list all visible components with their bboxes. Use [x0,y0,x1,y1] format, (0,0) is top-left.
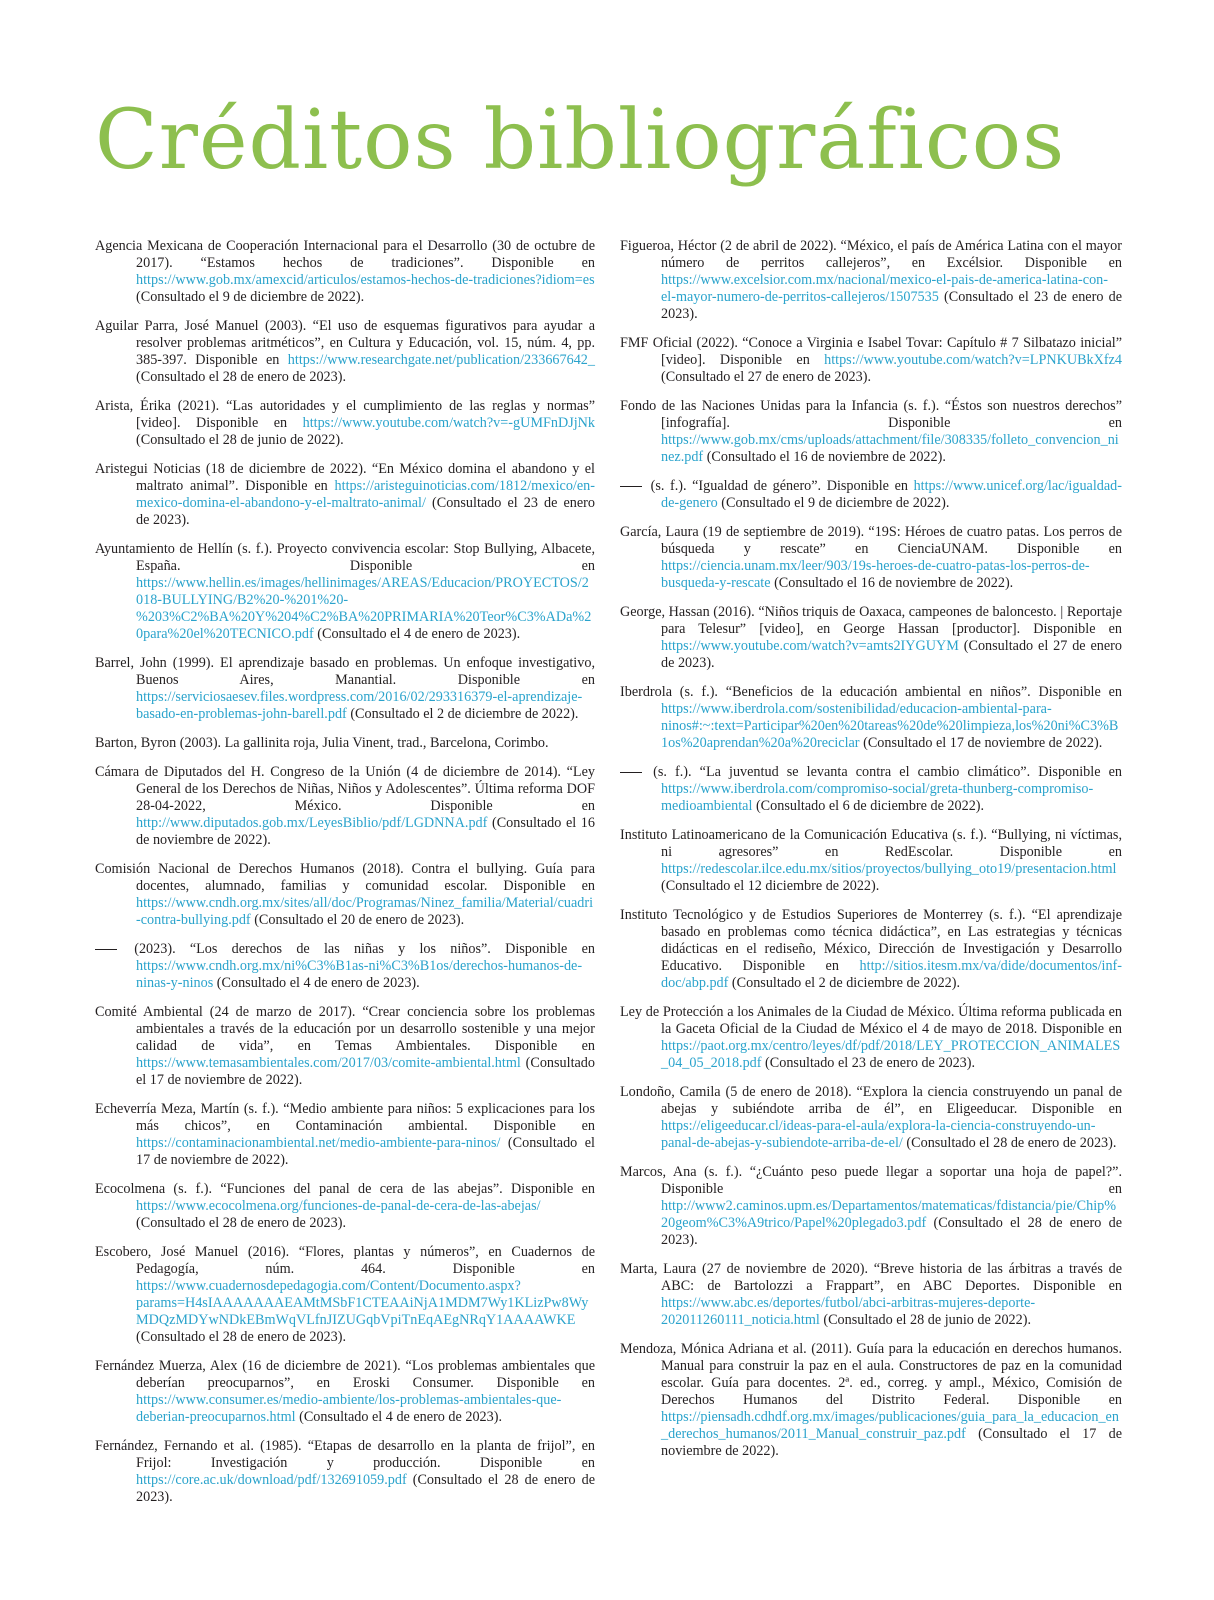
reference-link[interactable]: https://contaminacionambiental.net/medio-ambiente-para-ninos/ [136,1135,501,1151]
consulted-date: (Consultado el 9 de diciembre de 2022). [717,495,950,511]
reference-link[interactable]: https://redescolar.ilce.edu.mx/sitios/proyectos/bullying_oto19/presentacion.html [661,861,1117,877]
reference-text: Comisión Nacional de Derechos Humanos (2018). Contra el bullying. Guía para docentes, alumnado, familias y comunidad escolar. Disponible en [95,861,595,894]
reference-link[interactable]: https://piensadh.cdhdf.org.mx/images/publicaciones/guia_para_la_educacion_en_derechos_humanos/2011_Manual_construir_paz.pdf [661,1409,1119,1442]
reference-entry [95,735,595,752]
reference-text: Aguilar Parra, José Manuel (2003). “El uso de esquemas figurativos para ayudar a resolver problemas aritméticos”, en Cultura y Educación, vol. 15, núm. 4, pp. 385-397. Disponible en [95,318,595,368]
reference-text: Instituto Latinoamericano de la Comunicación Educativa (s. f.). “Bullying, ni víctimas, ni agresores” en RedEscolar. Disponible en [620,827,1122,860]
reference-entry [95,941,595,992]
reference-link[interactable]: https://www.hellin.es/images/hellinimages/AREAS/Educacion/PROYECTOS/2018-BULLYING/B2%20-%201%20-%203%C2%BA%20Y%204%C2%BA%20PRIMARIA%20Teor%C3%ADa%20para%20el%20TECNICO.pdf [136,575,592,642]
reference-text: Londoño, Camila (5 de enero de 2018). “Explora la ciencia construyendo un panal de abejas y subiéndote arriba de él”, en Eligeeducar. Disponible en [620,1084,1122,1117]
consulted-date: (Consultado el 4 de enero de 2023). [213,975,420,991]
consulted-date: (Consultado el 28 de enero de 2023). [136,369,346,385]
consulted-date: (Consultado el 12 diciembre de 2022). [661,878,880,894]
reference-link[interactable]: https://www.researchgate.net/publication/233667642_ [287,352,595,368]
reference-link[interactable]: https://paot.org.mx/centro/leyes/df/pdf/2018/LEY_PROTECCION_ANIMALES_04_05_2018.pdf [661,1038,1121,1071]
reference-link[interactable]: https://www.cuadernosdepedagogia.com/Content/Documento.aspx?params=H4sIAAAAAAAEAMtMSbF1CTEAAiNjA1MDM7Wy1KLizPw8WyMDQzMDYwNDkEBmWqVLfnJIZUGqbVpiTnEqAEgNRqY1AAAAWKE [136,1278,589,1328]
reference-text: Mendoza, Mónica Adriana et al. (2011). Guía para la educación en derechos humanos. Manual para construir la paz en el aula. Constructores de paz en la comunidad escolar. Guía para docentes. 2ª. ed., correg. y ampl., México, Comisión de Derechos Humanos del Distrito Federal. Disponible en [620,1341,1122,1408]
consulted-date: (Consultado el 27 de enero de 2023). [661,638,1122,671]
consulted-date: (Consultado el 2 de diciembre de 2022). [728,975,961,991]
reference-text: George, Hassan (2016). “Niños triquis de Oaxaca, campeones de baloncesto. | Reportaje para Telesur” [video], en George Hassan [productor]. Disponible en [620,604,1122,637]
reference-text: Ley de Protección a los Animales de la Ciudad de México. Última reforma publicada en la Gaceta Oficial de la Ciudad de México el 4 de mayo de 2018. Disponible en [620,1004,1122,1037]
reference-link[interactable]: https://www.abc.es/deportes/futbol/abci-arbitras-mujeres-deporte-202011260111_noticia.html [661,1295,1036,1328]
reference-text: Figueroa, Héctor (2 de abril de 2022). “México, el país de América Latina con el mayor número de perritos callejeros”, en Excélsior. Disponible en [620,238,1122,271]
reference-text: Fernández Muerza, Alex (16 de diciembre de 2021). “Los problemas ambientales que deberían preocuparnos”, en Eroski Consumer. Disponible en [95,1358,595,1391]
reference-entry [620,907,1122,992]
reference-entry [620,827,1122,895]
consulted-date: (Consultado el 16 de noviembre de 2022). [136,815,595,848]
consulted-date: (Consultado el 28 de enero de 2023). [661,1215,1122,1248]
reference-link[interactable]: https://core.ac.uk/download/pdf/132691059.pdf [136,1472,407,1488]
reference-entry [620,1261,1122,1329]
reference-link[interactable]: https://www.youtube.com/watch?v=-gUMFnDJjNk [302,415,595,431]
reference-text: Ecocolmena (s. f.). “Funciones del panal de cera de las abejas”. Disponible en [95,1181,595,1197]
reference-entry [95,1244,595,1346]
reference-entry [620,1004,1122,1072]
reference-text: Fernández, Fernando et al. (1985). “Etapas de desarrollo en la planta de frijol”, en Frijol: Investigación y producción. Disponible en [95,1438,595,1471]
reference-text: Barton, Byron (2003). La gallinita roja, Julia Vinent, trad., Barcelona, Corimbo. [95,735,549,751]
reference-link[interactable]: https://www.ecocolmena.org/funciones-de-panal-de-cera-de-las-abejas/ [136,1198,541,1214]
reference-link[interactable]: http://www2.caminos.upm.es/Departamentos/matematicas/fdistancia/pie/Chip%20geom%C3%A9trico/Papel%20plegado3.pdf [661,1198,1117,1231]
reference-entry [95,1101,595,1169]
consulted-date: (Consultado el 6 de diciembre de 2022). [752,798,985,814]
consulted-date: (Consultado el 4 de enero de 2023). [313,626,521,642]
reference-entry [95,861,595,929]
consulted-date: (Consultado el 28 de enero de 2023). [136,1215,346,1231]
reference-text: (s. f.). “Igualdad de género”. Disponible en [645,478,914,494]
reference-link[interactable]: https://www.excelsior.com.mx/nacional/mexico-el-pais-de-america-latina-con-el-mayor-numero-de-perritos-callejeros/1507535 [661,272,1108,305]
reference-link[interactable]: https://serviciosaesev.files.wordpress.com/2016/02/293316379-el-aprendizaje-basado-en-problemas-john-barell.pdf [136,689,583,722]
reference-link[interactable]: https://www.youtube.com/watch?v=LPNKUBkXfz4 [824,352,1122,368]
reference-text: Escobero, José Manuel (2016). “Flores, plantas y números”, en Cuadernos de Pedagogía, núm. 464. Disponible en [95,1244,595,1277]
reference-link[interactable]: https://www.cndh.org.mx/ni%C3%B1as-ni%C3%B1os/derechos-humanos-de-ninas-y-ninos [136,958,583,991]
consulted-date: (Consultado el 27 de enero de 2023). [661,369,871,385]
reference-link[interactable]: https://www.consumer.es/medio-ambiente/los-problemas-ambientales-que-deberian-preocuparnos.html [136,1392,562,1425]
reference-entry [95,1438,595,1506]
reference-entry [620,238,1122,323]
reference-link[interactable]: https://ciencia.unam.mx/leer/903/19s-heroes-de-cuatro-patas-los-perros-de-busqueda-y-rescate [661,558,1090,591]
reference-text: Aristegui Noticias (18 de diciembre de 2022). “En México domina el abandono y el maltrato animal”. Disponible en [95,461,595,494]
reference-text: Marcos, Ana (s. f.). “¿Cuánto peso puede llegar a soportar una hoja de papel?”. Disponible en [620,1164,1122,1197]
reference-entry [620,764,1122,815]
consulted-date: (Consultado el 23 de enero de 2023). [761,1055,976,1071]
reference-entry [620,1164,1122,1249]
reference-entry [95,318,595,386]
reference-link[interactable]: https://www.gob.mx/cms/uploads/attachment/file/308335/folleto_convencion_ninez.pdf [661,432,1119,465]
consulted-date: (Consultado el 16 de noviembre de 2022). [770,575,1014,591]
reference-text: Fondo de las Naciones Unidas para la Infancia (s. f.). “Éstos son nuestros derechos” [infografía]. Disponible en [620,398,1122,431]
reference-entry [620,1084,1122,1152]
repeated-author-dash [620,772,642,773]
reference-text: Ayuntamiento de Hellín (s. f.). Proyecto convivencia escolar: Stop Bullying, Albacete, España. Disponible en [95,541,595,574]
reference-text: Cámara de Diputados del H. Congreso de la Unión (4 de diciembre de 2014). “Ley General de los Derechos de Niñas, Niños y Adolescentes”. Última reforma DOF 28-04-2022, México. Disponible en [95,764,595,814]
reference-entry [95,238,595,306]
reference-entry [95,541,595,643]
reference-text: Marta, Laura (27 de noviembre de 2020). “Breve historia de las árbitras a través de ABC: de Bartolozzi a Frappart”, en ABC Deportes. Disponible en [620,1261,1122,1294]
reference-text: FMF Oficial (2022). “Conoce a Virginia e Isabel Tovar: Capítulo # 7 Silbatazo inicial” [video]. Disponible en [620,335,1122,368]
reference-entry [95,1181,595,1232]
consulted-date: (Consultado el 23 de enero de 2023). [136,495,595,528]
reference-link[interactable]: https://www.unicef.org/lac/igualdad-de-genero [661,478,1122,511]
reference-link[interactable]: https://www.temasambientales.com/2017/03/comite-ambiental.html [136,1055,521,1071]
consulted-date: (Consultado el 17 de noviembre de 2022). [859,735,1103,751]
consulted-date: (Consultado el 4 de enero de 2023). [295,1409,503,1425]
consulted-date: (Consultado el 17 de noviembre de 2022). [661,1426,1122,1459]
reference-link[interactable]: https://www.youtube.com/watch?v=amts2IYGUYM [661,638,959,654]
reference-text: Instituto Tecnológico y de Estudios Superiores de Monterrey (s. f.). “El aprendizaje basado en problemas como técnica didáctica”, en Las estrategias y técnicas didácticas en el rediseño, México, Dirección de Investigación y Desarrollo Educativo. Disponible en [620,907,1122,974]
reference-link[interactable]: https://www.iberdrola.com/sostenibilidad/educacion-ambiental-para-ninos#:~:text=Participar%20en%20tareas%20de%20limpieza,los%20ni%C3%B1os%20aprendan%20a%20reciclar [661,701,1119,751]
consulted-date: (Consultado el 28 de junio de 2022). [136,432,344,448]
consulted-date: (Consultado el 28 de enero de 2023). [136,1472,595,1505]
reference-entry [620,1341,1122,1460]
reference-entry [620,524,1122,592]
consulted-date: (Consultado el 16 de noviembre de 2022). [703,449,946,465]
reference-link[interactable]: https://www.cndh.org.mx/sites/all/doc/Programas/Ninez_familia/Material/cuadri-contra-bullying.pdf [136,895,594,928]
reference-entry [95,1358,595,1426]
consulted-date: (Consultado el 2 de diciembre de 2022). [346,706,579,722]
reference-text: Barrel, John (1999). El aprendizaje basado en problemas. Un enfoque investigativo, Buenos Aires, Manantial. Disponible en [95,655,595,688]
reference-entry [620,398,1122,466]
reference-entry [620,478,1122,512]
consulted-date: (Consultado el 28 de enero de 2023). [136,1329,346,1345]
consulted-date: (Consultado el 9 de diciembre de 2022). [136,289,365,305]
reference-entry [95,398,595,449]
reference-link[interactable]: https://aristeguinoticias.com/1812/mexico/en-mexico-domina-el-abandono-y-el-maltrato-animal/ [136,478,595,511]
consulted-date: (Consultado el 17 de noviembre de 2022). [136,1055,595,1088]
consulted-date: (Consultado el 28 de junio de 2022). [819,1312,1032,1328]
reference-link[interactable]: http://www.diputados.gob.mx/LeyesBiblio/pdf/LGDNNA.pdf [136,815,488,831]
reference-link[interactable]: https://www.gob.mx/amexcid/articulos/estamos-hechos-de-tradiciones?idiom=es [136,272,595,288]
reference-link[interactable]: https://www.iberdrola.com/compromiso-social/greta-thunberg-compromiso-medioambiental [661,781,1094,814]
reference-text: (2023). “Los derechos de las niñas y los niños”. Disponible en [120,941,595,957]
reference-entry [95,764,595,849]
reference-entry [620,335,1122,386]
reference-entry [620,684,1122,752]
reference-text: García, Laura (19 de septiembre de 2019). “19S: Héroes de cuatro patas. Los perros de búsqueda y rescate” en CienciaUNAM. Disponible en [620,524,1122,557]
reference-entry [95,655,595,723]
consulted-date: (Consultado el 20 de enero de 2023). [250,912,465,928]
references-left-column [95,238,595,1518]
consulted-date: (Consultado el 28 de enero de 2023). [902,1135,1117,1151]
reference-text: Echeverría Meza, Martín (s. f.). “Medio ambiente para niños: 5 explicaciones para los más chicos”, en Contaminación ambiental. Disponible en [95,1101,595,1134]
reference-text: Agencia Mexicana de Cooperación Internacional para el Desarrollo (30 de octubre de 2017). “Estamos hechos de tradiciones”. Disponible en [95,238,595,271]
references-right-column [620,238,1122,1472]
consulted-date: (Consultado el 23 de enero de 2023). [661,289,1122,322]
repeated-author-dash [95,949,117,950]
reference-text: (s. f.). “La juventud se levanta contra el cambio climático”. Disponible en [645,764,1122,780]
reference-text: Iberdrola (s. f.). “Beneficios de la educación ambiental en niños”. Disponible en [620,684,1122,700]
consulted-date: (Consultado el 17 de noviembre de 2022). [136,1135,595,1168]
reference-entry [95,1004,595,1089]
repeated-author-dash [620,486,642,487]
reference-text: Comité Ambiental (24 de marzo de 2017). “Crear conciencia sobre los problemas ambientales a través de la educación por un desarrollo sostenible y una mejor calidad de vida”, en Temas Ambientales. Disponible en [95,1004,595,1054]
reference-link[interactable]: http://sitios.itesm.mx/va/dide/documentos/inf-doc/abp.pdf [661,958,1122,991]
reference-link[interactable]: https://eligeeducar.cl/ideas-para-el-aula/explora-la-ciencia-construyendo-un-panal-de-abejas-y-subiendote-arriba-de-el/ [661,1118,1096,1151]
reference-entry [620,604,1122,672]
page-title: Créditos bibliográficos [95,93,1066,188]
reference-text: Arista, Érika (2021). “Las autoridades y el cumplimiento de las reglas y normas” [video]. Disponible en [95,398,595,431]
reference-entry [95,461,595,529]
